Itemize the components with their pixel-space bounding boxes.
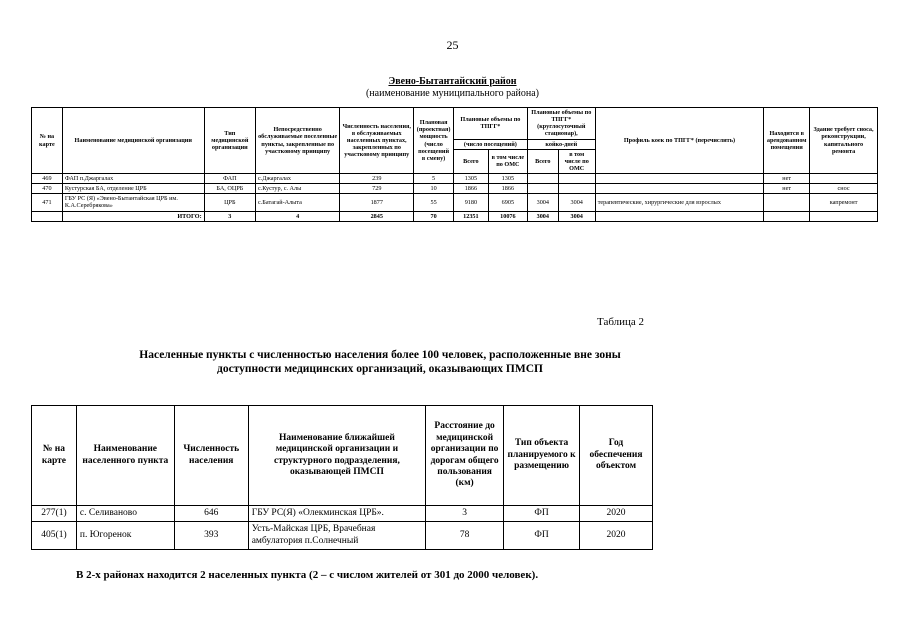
- cell-num: 277(1): [32, 506, 77, 522]
- cell-settlement: с. Селиваново: [76, 506, 174, 522]
- cell-profile: терапевтические, хирургические для взрослых: [595, 194, 764, 211]
- table2-title-line1: Населенные пункты с численностью населения более 100 человек, расположенные вне зоны: [139, 349, 621, 361]
- cell-year: 2020: [580, 506, 653, 522]
- header-profile: Профиль коек по ТПГГ* (перечислить): [595, 108, 764, 174]
- cell-visits-oms: 6905: [488, 194, 527, 211]
- cell-repair: [810, 174, 878, 184]
- header-settlements: Непосредственно обслуживаемые поселенные пункты, закрепленные по участковому принципу: [256, 108, 340, 174]
- cell-num: 469: [32, 174, 63, 184]
- cell-org-name: ГБУ РС (Я) «Эвено-Бытантайская ЦРБ им. К.А.Серебрякова»: [62, 194, 204, 211]
- cell-population: 646: [174, 506, 248, 522]
- cell-visits-oms: 1305: [488, 174, 527, 184]
- cell-visits-total: 1305: [453, 174, 488, 184]
- cell-population: 239: [340, 174, 414, 184]
- cell-capacity: 5: [414, 174, 454, 184]
- cell-settlement: с.Батагай-Алыта: [256, 194, 340, 211]
- cell-visits-total: 1866: [453, 184, 488, 194]
- table-header-row: [32, 406, 653, 506]
- header-visits-total: Всего: [453, 149, 488, 173]
- header-capacity: Плановая (проектная) мощность (число посещений в смену): [414, 108, 454, 174]
- cell-visits-oms: 1866: [488, 184, 527, 194]
- cell-population: 729: [340, 184, 414, 194]
- cell-org-name: Кустурская БА, отделение ЦРБ: [62, 184, 204, 194]
- table2-label: Таблица 2: [597, 316, 645, 328]
- cell-repair: капремонт: [810, 194, 878, 211]
- cell-bed-total: [527, 184, 558, 194]
- cell-settlement: с.Кустур, с. Алы: [256, 184, 340, 194]
- total-capacity: 70: [414, 211, 454, 221]
- medical-organizations-table: [31, 107, 878, 222]
- cell-rented: [764, 194, 810, 211]
- cell-num: 405(1): [32, 522, 77, 550]
- settlements-table: [31, 405, 653, 550]
- cell-distance: 3: [426, 506, 504, 522]
- header-type: Тип медицинской организации: [204, 108, 255, 174]
- header-settlement: Наименование населенного пункта: [76, 406, 174, 506]
- header-visits-unit: (число посещений): [453, 139, 527, 149]
- cell-num: 470: [32, 184, 63, 194]
- header-visits-oms: в том числе по ОМС: [488, 149, 527, 173]
- cell-empty: [810, 211, 878, 221]
- cell-visits-total: 9180: [453, 194, 488, 211]
- district-subtitle: (наименование муниципального района): [365, 88, 540, 99]
- header-population: Численность населения, в обслуживаемых населенных пунктах, закрепленных по участковому принципу: [340, 108, 414, 174]
- header-rented: Находится в арендованном помещении: [764, 108, 810, 174]
- total-population: 2845: [340, 211, 414, 221]
- header-org-name: Наименование медицинской организации: [62, 108, 204, 174]
- cell-nearest-org: Усть-Майская ЦРБ, Врачебная амбулатория п.Солнечный: [248, 522, 425, 550]
- header-nearest-org: Наименование ближайшей медицинской организации и структурного подразделения, оказывающей ПМСП: [248, 406, 425, 506]
- total-settlement: 4: [256, 211, 340, 221]
- header-object-type: Тип объекта планируемого к размещению: [504, 406, 580, 506]
- total-row: [32, 211, 878, 221]
- cell-empty: [32, 211, 63, 221]
- header-plan-visits: Плановые объемы по ТПГГ*: [453, 108, 527, 140]
- cell-num: 471: [32, 194, 63, 211]
- district-title: Эвено-Бытантайский район: [388, 76, 517, 87]
- cell-settlement: п. Югоренок: [76, 522, 174, 550]
- cell-rented: нет: [764, 174, 810, 184]
- table-row: [32, 174, 878, 184]
- cell-empty: [595, 211, 764, 221]
- cell-type: БА, ОЦРБ: [204, 184, 255, 194]
- cell-bed-oms: [558, 174, 595, 184]
- cell-capacity: 10: [414, 184, 454, 194]
- header-bed-total: Всего: [527, 149, 558, 173]
- table-row: [32, 522, 653, 550]
- table2-title: [60, 348, 700, 376]
- total-visits-oms: 10076: [488, 211, 527, 221]
- cell-year: 2020: [580, 522, 653, 550]
- cell-object-type: ФП: [504, 506, 580, 522]
- page-number: 25: [446, 38, 459, 52]
- total-bed-total: 3004: [527, 211, 558, 221]
- table-row: [32, 506, 653, 522]
- header-distance: Расстояние до медицинской организации по дорогам общего пользования (км): [426, 406, 504, 506]
- summary-text: В 2-х районах находится 2 населенных пункта (2 – с числом жителей от 301 до 2000 человек).: [76, 569, 539, 581]
- cell-profile: [595, 174, 764, 184]
- table2-title-line2: доступности медицинских организаций, оказывающих ПМСП: [217, 363, 543, 375]
- table-header-row: [32, 108, 878, 140]
- header-year: Год обеспечения объектом: [580, 406, 653, 506]
- header-bed-days: койко-дней: [527, 139, 595, 149]
- table-row: [32, 184, 878, 194]
- total-bed-oms: 3004: [558, 211, 595, 221]
- header-repair: Здание требует сноса, реконструкции, капитального ремонта: [810, 108, 878, 174]
- cell-capacity: 55: [414, 194, 454, 211]
- header-num: № на карте: [32, 406, 77, 506]
- cell-profile: [595, 184, 764, 194]
- cell-repair: снос: [810, 184, 878, 194]
- cell-settlement: с.Джаргалах: [256, 174, 340, 184]
- cell-bed-oms: [558, 184, 595, 194]
- cell-rented: нет: [764, 184, 810, 194]
- header-num: № на карте: [32, 108, 63, 174]
- total-label: ИТОГО:: [62, 211, 204, 221]
- cell-bed-total: 3004: [527, 194, 558, 211]
- header-population: Численность населения: [174, 406, 248, 506]
- cell-org-name: ФАП п.Джаргалах: [62, 174, 204, 184]
- header-plan-hospital: Плановые объемы по ТПГГ* (круглосуточный стационар),: [527, 108, 595, 140]
- cell-bed-total: [527, 174, 558, 184]
- cell-type: ФАП: [204, 174, 255, 184]
- cell-bed-oms: 3004: [558, 194, 595, 211]
- cell-population: 1877: [340, 194, 414, 211]
- cell-empty: [764, 211, 810, 221]
- cell-population: 393: [174, 522, 248, 550]
- cell-type: ЦРБ: [204, 194, 255, 211]
- cell-object-type: ФП: [504, 522, 580, 550]
- total-type: 3: [204, 211, 255, 221]
- total-visits-total: 12351: [453, 211, 488, 221]
- table-row: [32, 194, 878, 211]
- cell-nearest-org: ГБУ РС(Я) «Олекминская ЦРБ».: [248, 506, 425, 522]
- header-bed-oms: в том числе по ОМС: [558, 149, 595, 173]
- cell-distance: 78: [426, 522, 504, 550]
